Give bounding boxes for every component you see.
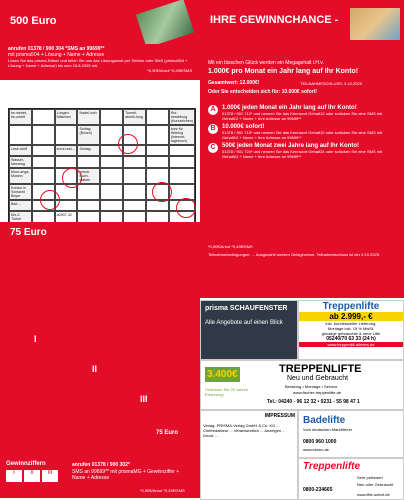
badelifte-phone: 0800 960 1000 xyxy=(303,439,337,445)
treppenlifte2-phone: Tel.: 04240 - 96 12 32 • 0231 - 55 98 47 1 xyxy=(267,399,360,405)
grid-clue: Konsul in Schlacht Boyer xyxy=(9,184,32,200)
option-text: 01378 / 901 724* und nennen Sie das Kennwort Gehalt24 oder schicken Sie eine SMS mit Gehalt24 + Name + Ihre Adresse an 99699** xyxy=(222,149,383,159)
ad-treppenlifte-3[interactable] xyxy=(298,458,404,500)
right-intro: Mit ein bisschen Glück werden ein Megagehalt i.H.v. xyxy=(208,60,324,66)
grid-clue: Nadel-loch xyxy=(77,109,100,125)
digit-box-1[interactable]: I xyxy=(6,470,22,482)
solution-circle xyxy=(62,168,82,188)
treppenlifte2-web: www.fischer-treppenlifte.de xyxy=(293,390,342,395)
solution-circle xyxy=(176,198,196,218)
solution-circle xyxy=(118,134,138,154)
treppenlifte3-tag: Sehr preiswert xyxy=(357,475,383,480)
grid-clue: kreul und ... xyxy=(55,145,78,156)
option-a[interactable] xyxy=(208,105,398,121)
money-image xyxy=(136,0,194,48)
treppenlifte1-line1: inkl. bundesweiter Lieferung, xyxy=(325,321,377,326)
right-fine: Teilnahmebedingungen: ... Ausgezahlt werden Geldgewinne. Teilnahmeschluss ist der 3.10.2025. xyxy=(208,252,381,257)
treppenlifte3-line: Neu oder Gebraucht xyxy=(357,482,394,487)
grid-clue: Kfz-Z. Türkei xyxy=(9,211,32,223)
option-b[interactable] xyxy=(208,124,398,140)
bottom-line2: SMS an 99699** mit prismaMG + Gewinnziffer + Name + Adresse xyxy=(72,469,180,481)
treppenlifte2-claim: Vertrauen Sie 25 Jahren Erfahrung! xyxy=(205,387,249,397)
grid-clue: Lungen-bläschen xyxy=(55,109,78,125)
grid-clue: Ruf-bestellung (Kurzzeichen) xyxy=(170,111,193,123)
option-title: 10.000€ sofort! xyxy=(222,124,265,130)
grid-code: a0907-32 xyxy=(55,211,78,223)
left-title: 500 Euro xyxy=(10,15,57,27)
banknotes-image xyxy=(350,8,400,40)
solution-circle xyxy=(40,190,60,210)
ad-impressum xyxy=(200,410,298,500)
badelifte-title: Badelifte xyxy=(303,415,346,426)
solution-circle xyxy=(152,182,172,202)
bottom-label: Gewinnziffern xyxy=(6,461,46,467)
option-c[interactable] xyxy=(208,143,398,159)
ad-badelifte[interactable] xyxy=(298,410,404,458)
grid-clue: Schlag xyxy=(77,145,100,156)
option-title: 500€ jeden Monat zwei Jahre lang auf Ihr Konto! xyxy=(222,143,360,149)
treppenlifte1-phone: 05240/70 63 33 (24 h) xyxy=(326,336,376,342)
grid-clue: Wasser-fahrzeug xyxy=(9,156,32,168)
grid-clue: Bad ... xyxy=(9,200,32,211)
treppenlifte1-line2: Montage inkl. 19 % MwSt. xyxy=(327,326,375,331)
option-title: 1.000€ jeden Monat ein Jahr lang auf Ihr Konto! xyxy=(222,105,357,111)
option-letter: A xyxy=(208,105,218,115)
bottom-note: *0,50€/Anruf *0,49€/SMS xyxy=(140,488,185,493)
grid-clue: Tunnel-abküh-lung xyxy=(123,109,146,125)
treppenlifte2-sub: Neu und Gebraucht xyxy=(287,375,349,382)
right-gesamt: Gesamtwert: 12.000€! xyxy=(208,80,260,86)
treppenlifte2-price: 3.400€ xyxy=(207,369,238,380)
impressum-title: IMPRESSUM xyxy=(264,413,295,419)
option-letter: C xyxy=(208,143,218,153)
right-big: 1.000€ pro Monat ein Jahr lang auf Ihr Konto! xyxy=(208,68,359,75)
option-text: 01378 / 901 712* und nennen Sie das Kennwort Gehalt12 oder schicken Sie eine SMS mit Gehalt12 + Name + Ihre Adresse an 99699** xyxy=(222,111,383,121)
digit-box-3[interactable]: III xyxy=(42,470,58,482)
bottom-line1: anrufen 01378 / 900 302* xyxy=(72,462,130,468)
option-text: 01378 / 901 710* und nennen Sie das Kennwort Gehalt10 oder schicken Sie eine SMS mit Gehalt10 + Name + Ihre Adresse an 99699** xyxy=(222,130,383,140)
section2-title: 75 Euro xyxy=(10,227,47,238)
treppenlifte2-title: TREPPENLIFTE xyxy=(279,363,362,375)
left-contact-box xyxy=(0,44,200,80)
contact-note: *0,50€/Anruf *0,49€/SMS xyxy=(147,68,192,73)
option-letter: B xyxy=(208,124,218,134)
right-header: IHRE GEWINNCHANCE - xyxy=(210,14,339,26)
grid-clue: be-wertet, be-urteilt xyxy=(9,109,32,125)
treppenlifte1-title: Treppenlifte xyxy=(322,301,380,312)
options-list xyxy=(208,102,398,162)
treppenlifte1-line3: günstige gebrauchte & neue Lifte xyxy=(321,331,381,336)
ad-schaufenster[interactable] xyxy=(200,300,298,360)
contact-line3: Lösen Sie das prisma-Rätsel und teilen Sie uns das Lösungswort per Telefon oder SMS (prisma504 + Lösung + Name + Adresse) bis zum 15.8.2025 mit. xyxy=(8,58,188,68)
grid-clue: Moor-anga, Mosinn xyxy=(9,168,32,184)
schaufenster-title: prisma SCHAUFENSTER xyxy=(205,305,288,312)
right-schluss: TEILNAHMESCHLUSS: 3.10.2025 xyxy=(300,81,362,86)
left-section2 xyxy=(0,222,200,458)
roman-2: II xyxy=(92,364,98,374)
badelifte-web: www.idumo.de xyxy=(303,447,330,452)
treppenlifte1-web: www.treppenlift-allmers.de xyxy=(299,342,403,347)
roman-1: I xyxy=(34,334,37,344)
contact-line2: mit prisma504 + Lösung + Name + Adresse xyxy=(8,52,105,58)
schaufenster-sub: Alle Angebote auf einen Blick xyxy=(205,320,283,326)
digit-box-2[interactable]: II xyxy=(24,470,40,482)
right-or: Oder Sie entscheiden sich für: 10.000€ sofort! xyxy=(208,89,317,95)
left-bottom-box xyxy=(0,458,200,498)
contact-line1: anrufen 01378 / 900 304 *SMS an 99699** xyxy=(8,46,105,52)
treppenlifte3-title: Treppenlifte xyxy=(303,461,361,472)
crossword-grid[interactable] xyxy=(8,108,196,224)
ad-treppenlifte-2[interactable] xyxy=(200,360,404,410)
badge-75: 75 Euro xyxy=(156,430,179,436)
grid-clue: griech. Buch-staben xyxy=(77,168,100,184)
impressum-text: Verlag: PRISMA-Verlag GmbH & Co. KG ... Chefredakteur ... Verantwortlich ... Anzeigen ... Druck ... xyxy=(203,423,286,438)
roman-3: III xyxy=(140,394,148,404)
treppenlifte3-web: www.lifte-sofort.de xyxy=(357,492,390,497)
right-panel xyxy=(200,0,404,298)
left-header xyxy=(0,0,200,44)
ad-treppenlifte-1[interactable] xyxy=(298,300,404,360)
right-note: *0,50€/Anruf *0,49€/SMS xyxy=(208,244,253,249)
grid-clue: kurz für Weblog (Internet-tagebuch) xyxy=(169,125,195,145)
treppenlifte2-line: Beratung • Montage • Service xyxy=(285,384,338,389)
badelifte-sub: Vom deutschen Marktführer xyxy=(303,427,353,432)
grid-clue: Lese-stoff xyxy=(9,145,32,156)
grid-clue: Schlag (Boxen) xyxy=(77,125,100,145)
treppenlifte3-phone: 0800-234665 xyxy=(303,487,333,493)
treppenlifte1-price: ab 2.999,- € xyxy=(299,312,403,321)
